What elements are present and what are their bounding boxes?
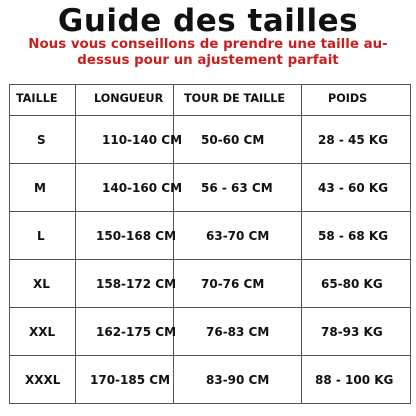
size-chart-table [9,84,411,404]
header-poids: POIDS [302,85,411,116]
size-cell: L [10,212,76,260]
table-header-row [10,85,411,116]
length-cell: 140-160 CM [76,164,174,212]
size-advice-note: Nous vous conseillons de prendre une taille au-dessus pour un ajustement parfait [28,37,388,68]
size-cell: XXL [10,308,76,356]
weight-cell: 43 - 60 KG [302,164,411,212]
length-cell: 110-140 CM [76,116,174,164]
waist-cell: 50-60 CM [174,116,302,164]
size-cell: M [10,164,76,212]
table-row [10,116,411,164]
waist-cell: 76-83 CM [174,308,302,356]
size-cell: XL [10,260,76,308]
weight-cell: 65-80 KG [302,260,411,308]
length-cell: 158-172 CM [76,260,174,308]
waist-cell: 63-70 CM [174,212,302,260]
header-longueur: LONGUEUR [76,85,174,116]
table-row [10,356,411,404]
weight-cell: 58 - 68 KG [302,212,411,260]
weight-cell: 28 - 45 KG [302,116,411,164]
waist-cell: 83-90 CM [174,356,302,404]
waist-cell: 70-76 CM [174,260,302,308]
length-cell: 162-175 CM [76,308,174,356]
size-cell: S [10,116,76,164]
weight-cell: 88 - 100 KG [302,356,411,404]
table-row [10,308,411,356]
header-tour-de-taille: TOUR DE TAILLE [174,85,302,116]
weight-cell: 78-93 KG [302,308,411,356]
length-cell: 150-168 CM [76,212,174,260]
page-title: Guide des tailles [57,3,359,39]
header-taille: TAILLE [10,85,76,116]
table-row [10,212,411,260]
size-cell: XXXL [10,356,76,404]
table-row [10,164,411,212]
length-cell: 170-185 CM [76,356,174,404]
waist-cell: 56 - 63 CM [174,164,302,212]
table-row [10,260,411,308]
